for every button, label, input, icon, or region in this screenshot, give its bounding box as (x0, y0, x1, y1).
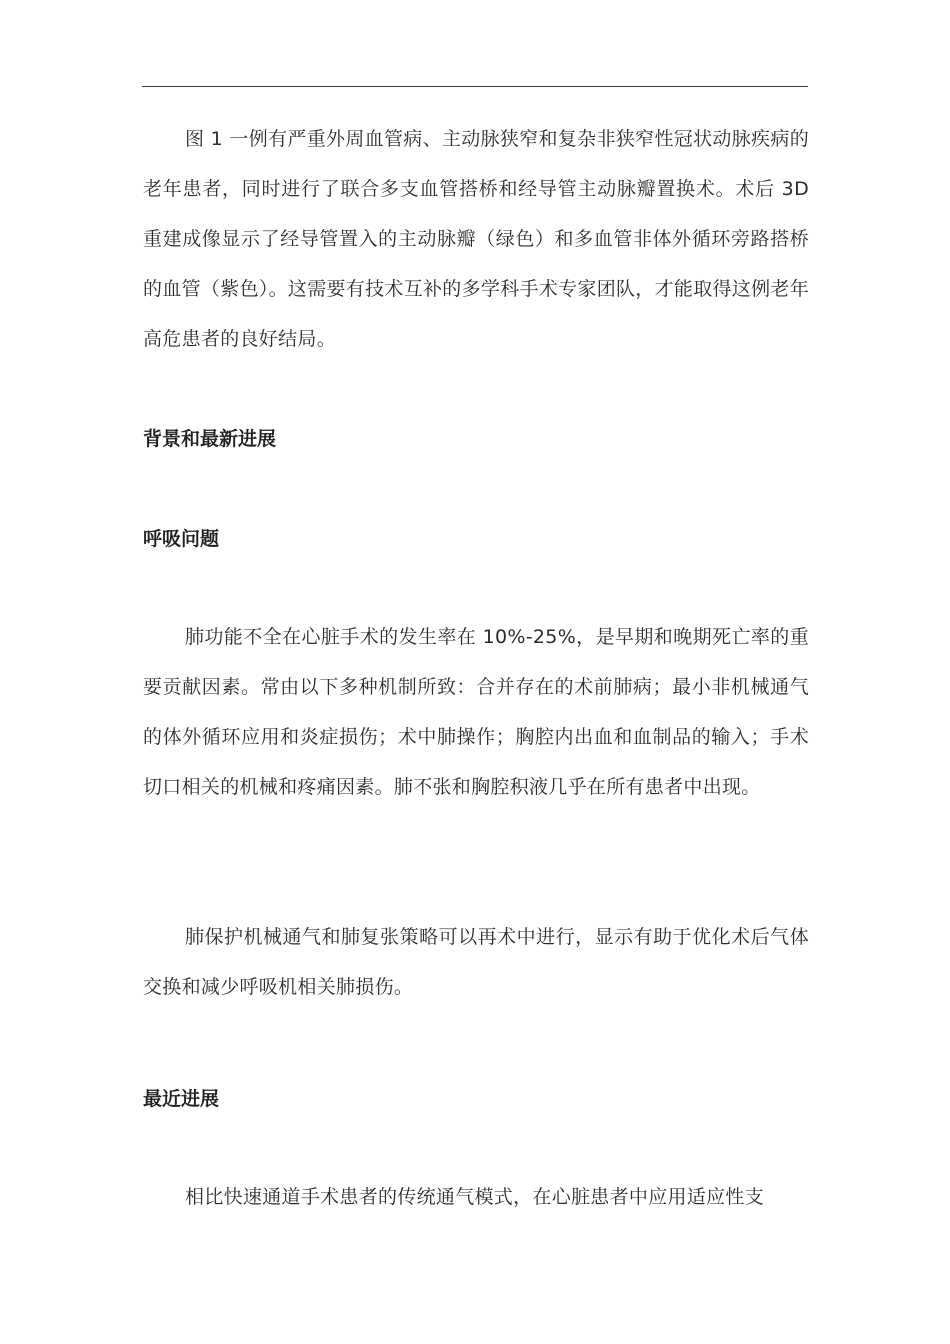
header-rule (142, 86, 808, 87)
paragraph-lung-insufficiency: 肺功能不全在心脏手术的发生率在 10%-25%，是早期和晚期死亡率的重要贡献因素。常由以下多种机制所致：合并存在的术前肺病；最小非机械通气的体外循环应用和炎症损伤；术中肺操作；胸腔内出血和血制品的输入；手术切口相关的机械和疼痛因素。肺不张和胸腔积液几乎在所有患者中出现。 (143, 626, 809, 798)
section-heading-recent: 最近进展 (143, 1088, 220, 1110)
paragraph-recent-progress: 相比快速通道手术患者的传统通气模式，在心脏患者中应用适应性支 (185, 1186, 765, 1208)
section-heading-respiratory: 呼吸问题 (143, 528, 220, 550)
section-heading-background: 背景和最新进展 (143, 428, 277, 450)
figure-caption-paragraph: 图 1 一例有严重外周血管病、主动脉狭窄和复杂非狭窄性冠状动脉疾病的老年患者，同时进行了联合多支血管搭桥和经导管主动脉瓣置换术。术后 3D 重建成像显示了经导管置入的主动脉瓣（绿色）和多血管非体外循环旁路搭桥的血管（紫色）。这需要有技术互补的多学科手术专家团队，才能取得这例老年高危患者的良好结局。 (143, 128, 810, 350)
paragraph-lung-protection: 肺保护机械通气和肺复张策略可以再术中进行，显示有助于优化术后气体交换和减少呼吸机相关肺损伤。 (143, 926, 809, 998)
